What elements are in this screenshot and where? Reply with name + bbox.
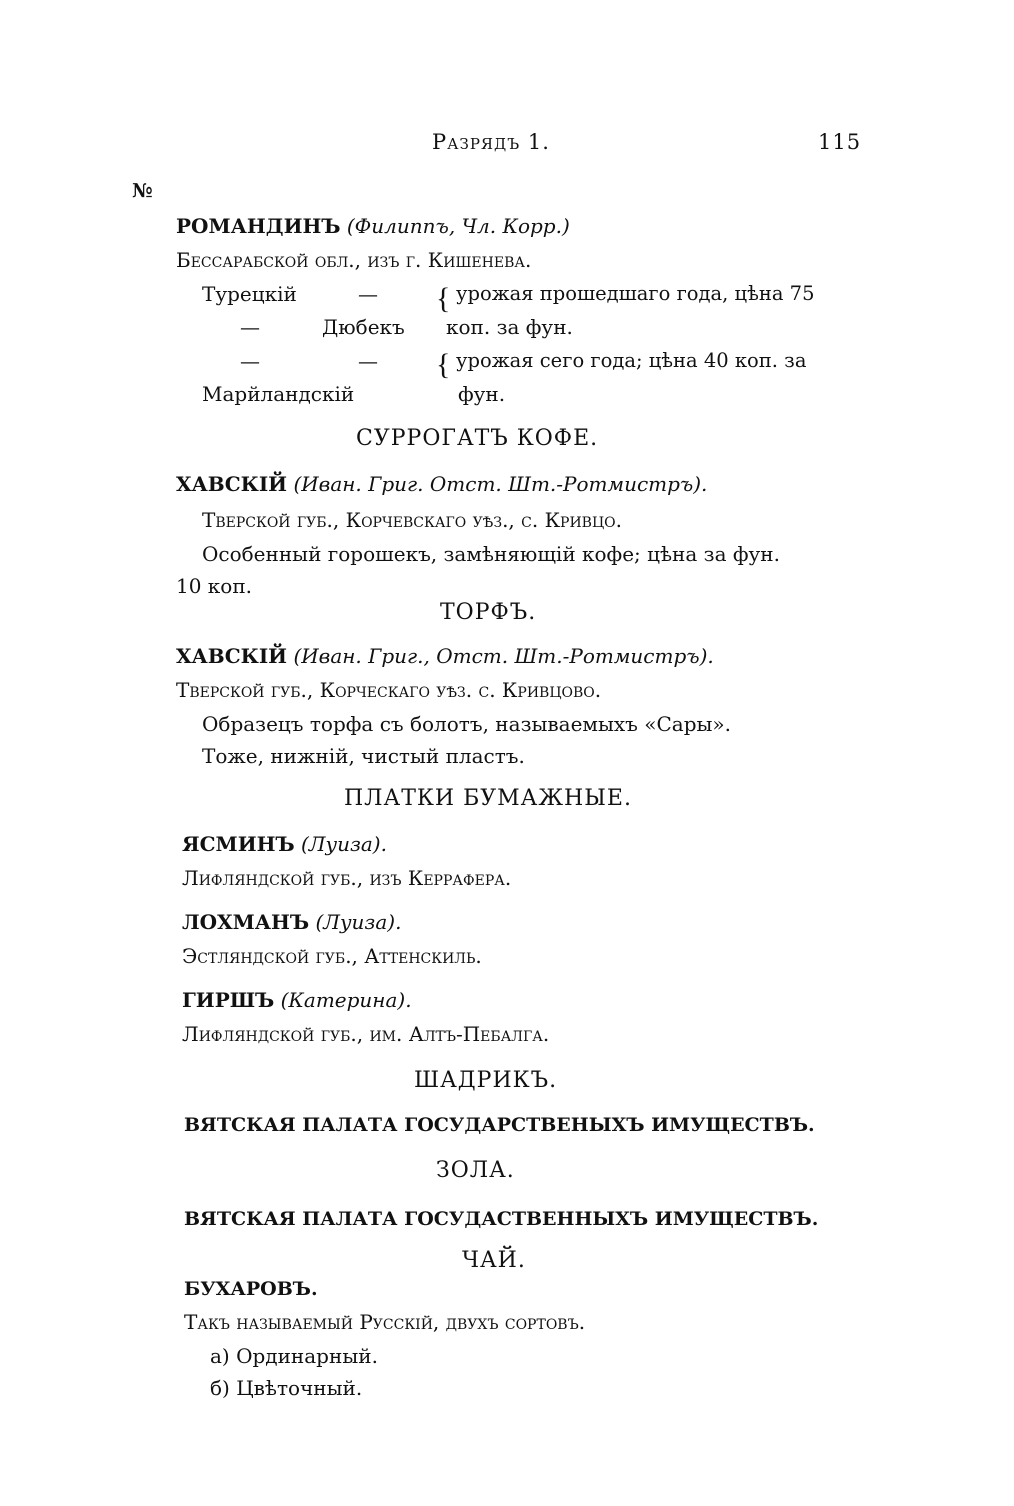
section-heading-peat: ТОРФЪ. — [440, 600, 537, 625]
list-item: б) Цвѣточный. — [210, 1376, 363, 1400]
exhibitor-location: Эстляндской губ., Аттенскиль. — [182, 944, 482, 968]
exhibitor-name: ХАВСКІЙ — [176, 472, 288, 496]
exhibitor-details: (Филиппъ, Чл. Корр.) — [346, 214, 570, 238]
exhibitor-location: Бессарабской обл., изъ г. Кишенева. — [176, 248, 532, 272]
running-header: Разрядъ 1. — [432, 130, 550, 154]
section-heading-coffee: СУРРОГАТЪ КОФЕ. — [356, 426, 599, 451]
entry-yasmin-heading — [182, 832, 387, 856]
tobacco-desc: фун. — [458, 382, 506, 406]
list-item: а) Ординарный. — [210, 1344, 378, 1368]
exhibitor-name: ХАВСКІЙ — [176, 644, 288, 668]
item-description: Такъ называемый Русскій, двухъ сортовъ. — [184, 1310, 586, 1334]
tobacco-dash: — — [358, 282, 378, 306]
page-number: 115 — [818, 130, 862, 154]
exhibitor-location: Лифляндской губ., изъ Керрафера. — [182, 866, 512, 890]
exhibitor-name: ЯСМИНЪ — [182, 832, 295, 856]
item-description: Образецъ торфа съ болотъ, называемыхъ «Сары». — [202, 712, 732, 736]
number-sign: № — [132, 180, 153, 202]
exhibitor-details: (Иван. Григ. Отст. Шт.-Ротмистръ). — [293, 472, 708, 496]
item-description: Тоже, нижній, чистый пластъ. — [202, 744, 525, 768]
exhibitor-details: (Луиза). — [300, 832, 387, 856]
brace-icon: { — [436, 282, 451, 315]
entry-khavsky-heading — [176, 472, 707, 496]
entry-lokhman-heading — [182, 910, 401, 934]
exhibitor-location: Тверской губ., Корческаго уѣз. с. Кривцово. — [176, 678, 602, 702]
tobacco-dash: — — [358, 349, 378, 373]
entry-khavsky-heading — [176, 644, 714, 668]
exhibitor-name: РОМАНДИНЪ — [176, 214, 341, 238]
exhibitor-details: (Иван. Григ., Отст. Шт.-Ротмистръ). — [293, 644, 714, 668]
tobacco-dubek-label: Дюбекъ — [322, 315, 405, 339]
exhibitor-name: ЛОХМАНЪ — [182, 910, 310, 934]
exhibitor-details: (Катерина). — [280, 988, 412, 1012]
exhibitor-location: Лифляндской губ., им. Алтъ-Пебалга. — [182, 1022, 550, 1046]
item-description: 10 коп. — [176, 574, 253, 598]
tobacco-maryland-label: Марйландскій — [202, 382, 355, 406]
section-heading-shadrik: ШАДРИКЪ. — [414, 1068, 558, 1093]
exhibitor-name: ВЯТСКАЯ ПАЛАТА ГОСУДАСТВЕННЫХЪ ИМУЩЕСТВЪ. — [184, 1208, 819, 1230]
entry-romandin-heading — [176, 214, 570, 238]
tobacco-dash: — — [240, 349, 260, 373]
tobacco-dash: — — [240, 315, 260, 339]
section-heading-ash: ЗОЛА. — [436, 1158, 515, 1183]
brace-icon: { — [436, 348, 451, 381]
section-heading-tea: ЧАЙ. — [462, 1248, 526, 1273]
entry-girsh-heading — [182, 988, 412, 1012]
tobacco-desc: урожая прошедшаго года, цѣна 75 — [456, 282, 815, 305]
section-heading-kerchiefs: ПЛАТКИ БУМАЖНЫЕ. — [344, 786, 632, 811]
exhibitor-location: Тверской губ., Корчевскаго уѣз., с. Кривцо. — [202, 508, 623, 532]
exhibitor-name: ВЯТСКАЯ ПАЛАТА ГОСУДАРСТВЕНЫХЪ ИМУЩЕСТВЪ. — [184, 1114, 815, 1136]
tobacco-turkish-label: Турецкій — [202, 282, 297, 306]
exhibitor-name: БУХАРОВЪ. — [184, 1278, 318, 1300]
tobacco-desc: урожая сего года; цѣна 40 коп. за — [456, 349, 807, 372]
exhibitor-details: (Луиза). — [315, 910, 402, 934]
tobacco-desc: коп. за фун. — [446, 315, 573, 339]
exhibitor-name: ГИРШЪ — [182, 988, 275, 1012]
item-description: Особенный горошекъ, замѣняющій кофе; цѣна за фун. — [202, 542, 780, 566]
